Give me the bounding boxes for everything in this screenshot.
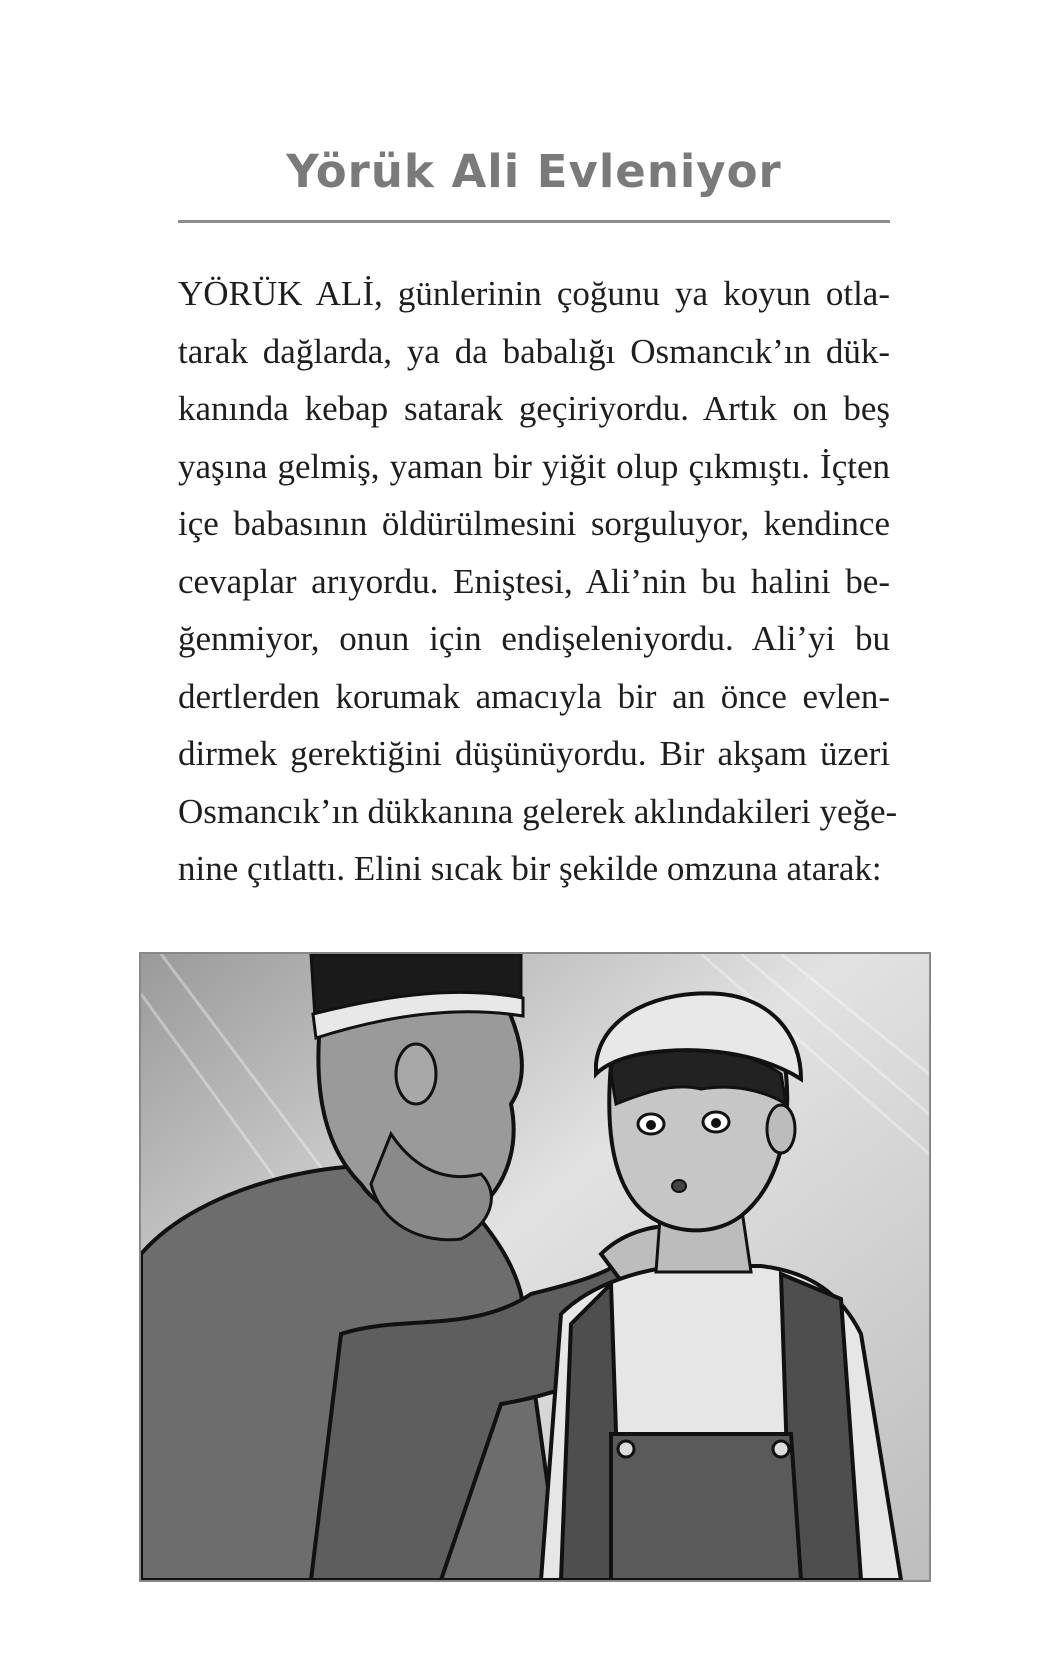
text-line: nine çıtlattı. Elini sıcak bir şekilde omzuna atarak: — [178, 849, 882, 888]
text-line: kanında kebap satarak geçiriyordu. Artık on beş — [178, 389, 890, 428]
boy-button-icon — [773, 1441, 789, 1457]
boy-ear-shape — [767, 1105, 795, 1153]
chapter-title: Yörük Ali Evleniyor — [286, 145, 782, 198]
text-line: dertlerden korumak amacıyla bir an önce evlen- — [178, 676, 890, 716]
title-divider — [178, 220, 890, 223]
text-line: tarak dağlarda, ya da babalığı Osmancık’ın dük- — [178, 331, 890, 371]
text-line: dirmek gerektiğini düşünüyordu. Bir akşam üzeri — [178, 734, 890, 773]
text-line: Osmancık’ın dükkanına gelerek aklındakileri yeğe- — [178, 791, 898, 831]
text-line: içe babasının öldürülmesini sorguluyor, kendince — [178, 504, 890, 543]
body-paragraph — [178, 265, 898, 898]
text-line: cevaplar arıyordu. Eniştesi, Ali’nin bu halini be- — [178, 561, 890, 601]
boy-mouth-shape — [672, 1180, 686, 1192]
text-line: ğenmiyor, onun için endişeleniyordu. Ali’yi bu — [178, 619, 890, 658]
boy-button-icon — [618, 1441, 634, 1457]
story-illustration — [139, 952, 931, 1582]
text-line: YÖRÜK ALİ, günlerinin çoğunu ya koyun otla- — [178, 274, 890, 313]
boy-apron-shape — [611, 1434, 801, 1580]
man-ear-shape — [396, 1044, 436, 1104]
bearded-man-and-boy-icon — [141, 954, 929, 1580]
text-line: yaşına gelmiş, yaman bir yiğit olup çıkmıştı. İçten — [178, 446, 890, 486]
